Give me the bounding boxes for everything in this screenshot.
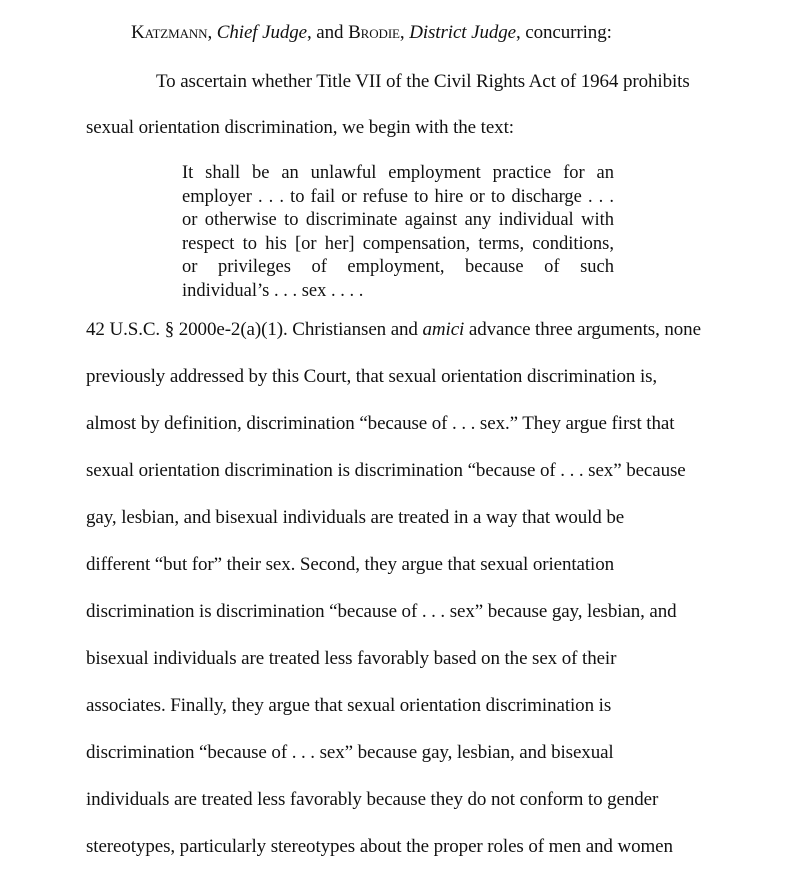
block-quote-line: respect to his [or her] compensation, terms, conditions,	[182, 233, 614, 254]
body-line: stereotypes, particularly stereotypes about the proper roles of men and women	[86, 836, 673, 857]
heading-conjunction: and	[316, 22, 344, 43]
judge-title-chief: Chief Judge	[216, 22, 307, 43]
judge-name-brodie: Brodie	[348, 22, 400, 43]
statute-citation: 42 U.S.C. § 2000e-2(a)(1). Christiansen and	[86, 319, 418, 340]
heading-concurring: concurring:	[525, 22, 612, 43]
paragraph-line: To ascertain whether Title VII of the Civil Rights Act of 1964 prohibits	[156, 71, 690, 92]
block-quote-line: It shall be an unlawful employment practice for an	[182, 163, 614, 183]
judge-title-district: District Judge	[409, 22, 516, 43]
citation-continuation: advance three arguments, none	[468, 319, 701, 340]
body-line: individuals are treated less favorably because they do not conform to gender	[86, 789, 659, 810]
citation-line	[86, 318, 701, 342]
judge-name-katzmann: Katzmann	[131, 22, 208, 43]
block-quote-line: individual’s . . . sex . . . .	[182, 280, 364, 301]
paragraph-line: sexual orientation discrimination, we begin with the text:	[86, 117, 514, 138]
body-line: different “but for” their sex. Second, they argue that sexual orientation	[86, 554, 615, 575]
block-quote-line: employer . . . to fail or refuse to hire or to discharge . . .	[182, 186, 614, 207]
body-line: gay, lesbian, and bisexual individuals are treated in a way that would be	[86, 507, 625, 528]
block-quote	[182, 162, 614, 303]
amici-term: amici	[422, 319, 465, 340]
body-line: sexual orientation discrimination is discrimination “because of . . . sex” because	[86, 460, 686, 481]
body-line: previously addressed by this Court, that sexual orientation discrimination is,	[86, 366, 658, 387]
body-line: almost by definition, discrimination “because of . . . sex.” They argue first that	[86, 413, 675, 434]
body-line: associates. Finally, they argue that sexual orientation discrimination is	[86, 695, 612, 716]
body-line: discrimination “because of . . . sex” because gay, lesbian, and bisexual	[86, 742, 614, 763]
body-line: discrimination is discrimination “because of . . . sex” because gay, lesbian, and	[86, 601, 677, 622]
body-line: bisexual individuals are treated less favorably based on the sex of their	[86, 648, 617, 669]
block-quote-line: or privileges of employment, because of such	[182, 257, 614, 277]
block-quote-line: or otherwise to discriminate against any individual with	[182, 210, 614, 230]
concurrence-heading: Katzmann, Chief Judge, and Brodie, District Judge, concurring:	[131, 22, 612, 43]
